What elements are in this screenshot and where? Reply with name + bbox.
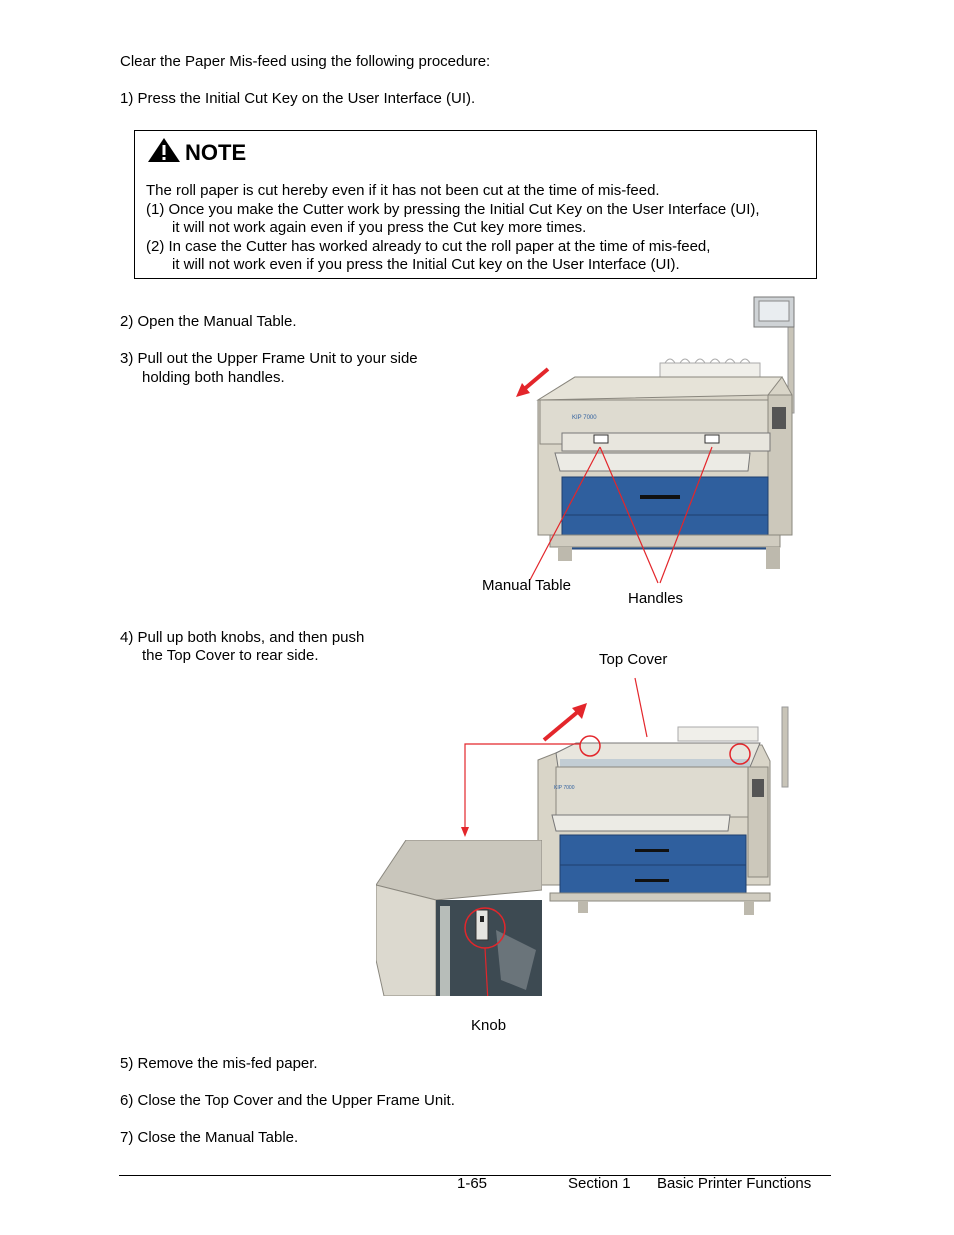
step-4-cont: the Top Cover to rear side.: [142, 647, 319, 664]
step-5: 5) Remove the mis-fed paper.: [120, 1055, 318, 1072]
label-handles: Handles: [628, 590, 684, 607]
printer-figure-1: [500, 295, 810, 595]
label-manual-table: Manual Table: [482, 577, 571, 594]
note-box: [134, 130, 817, 279]
note-line: (2) In case the Cutter has worked already to cut the roll paper at the time of mis-feed,: [146, 238, 711, 255]
step-7: 7) Close the Manual Table.: [120, 1129, 299, 1146]
footer-section: Section 1: [568, 1175, 631, 1192]
note-title: NOTE: [185, 139, 247, 165]
note-line: (1) Once you make the Cutter work by pressing the Initial Cut Key on the User Interface (UI),: [146, 201, 760, 218]
step-4: 4) Pull up both knobs, and then push: [120, 629, 365, 646]
machine-model-label: KIP 7000: [554, 785, 575, 791]
footer-title: Basic Printer Functions: [657, 1175, 812, 1192]
intro-text: Clear the Paper Mis-feed using the following procedure:: [120, 53, 491, 70]
note-line: it will not work even if you press the Initial Cut key on the User Interface (UI).: [172, 256, 680, 273]
note-line: The roll paper is cut hereby even if it has not been cut at the time of mis-feed.: [146, 182, 660, 199]
step-2: 2) Open the Manual Table.: [120, 313, 297, 330]
note-line: it will not work again even if you press the Cut key more times.: [172, 219, 587, 236]
step-1: 1) Press the Initial Cut Key on the User Interface (UI).: [120, 90, 476, 107]
note-header: [147, 137, 246, 168]
step-3-cont: holding both handles.: [142, 369, 285, 386]
machine-model-label: KIP 7000: [572, 415, 597, 421]
label-top-cover: Top Cover: [599, 651, 668, 668]
step-6: 6) Close the Top Cover and the Upper Frame Unit.: [120, 1092, 455, 1109]
label-knob: Knob: [471, 1017, 507, 1034]
knob-closeup-photo: [376, 840, 542, 996]
step-3: 3) Pull out the Upper Frame Unit to your side: [120, 350, 418, 367]
page-number: 1-65: [457, 1175, 488, 1192]
warning-triangle-icon: [147, 137, 181, 168]
